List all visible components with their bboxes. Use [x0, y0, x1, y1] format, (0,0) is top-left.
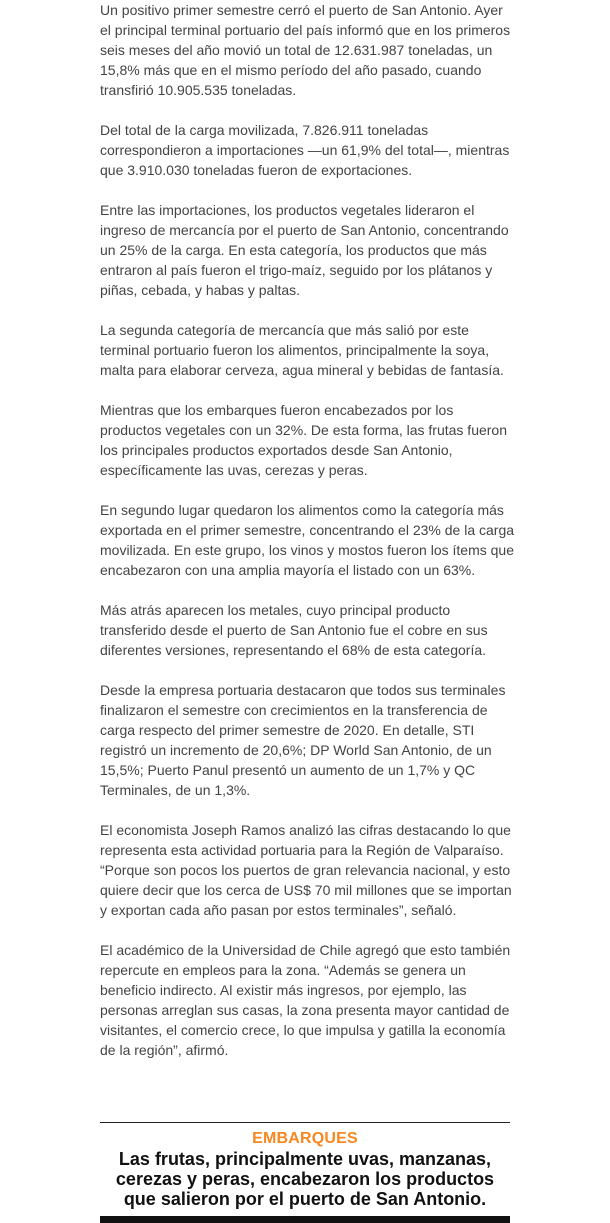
article-paragraph-10: El académico de la Universidad de Chile agregó que esto también repercute en empleos para la zona. “Además se genera un beneficio indirecto. Al existir más ingresos, por ejemplo, las personas arreglan sus casas, la zona presenta mayor cantidad de visitantes, el comercio crece, lo que impulsa y gatilla la economía de la región”, afirmó. — [100, 942, 511, 1058]
article-paragraph-6: En segundo lugar quedaron los alimentos como la categoría más exportada en el primer semestre, concentrando el 23% de la carga movilizada. En este grupo, los vinos y mostos fueron los ítems que encabezaron con una amplia mayoría el listado con un 63%. — [100, 502, 515, 578]
pull-quote-text: Las frutas, principalmente uvas, manzanas, cerezas y peras, encabezaron los productos que salieron por el puerto de San Antonio. — [115, 1149, 495, 1209]
pull-quote-bottom-rule — [100, 1216, 510, 1223]
article-paragraph-2: Del total de la carga movilizada, 7.826.911 toneladas correspondieron a importaciones —un 61,9% del total—, mientras que 3.910.030 toneladas fueron de exportaciones. — [100, 122, 510, 178]
article-paragraph-7: Más atrás aparecen los metales, cuyo principal producto transferido desde el puerto de San Antonio fue el cobre en sus diferentes versiones, representando el 68% de esta categoría. — [100, 602, 488, 658]
article-paragraph-4: La segunda categoría de mercancía que más salió por este terminal portuario fueron los alimentos, principalmente la soya, malta para elaborar cerveza, agua mineral y bebidas de fantasía. — [100, 322, 504, 378]
pull-quote-label: EMBARQUES — [252, 1130, 358, 1147]
article-paragraph-9: El economista Joseph Ramos analizó las cifras destacando lo que representa esta actividad portuaria para la Región de Valparaíso. “Porque son pocos los puertos de gran relevancia nacional, y esto quiere decir que los cerca de US$ 70 mil millones que se importan y exportan cada año pasan por estos terminales”, señaló. — [100, 822, 512, 918]
article-paragraph-8: Desde la empresa portuaria destacaron que todos sus terminales finalizaron el semestre con crecimientos en la transferencia de carga respecto del primer semestre de 2020. En detalle, STI registró un incremento de 20,6%; DP World San Antonio, de un 15,5%; Puerto Panul presentó un aumento de un 1,7% y QC Terminales, de un 1,3%. — [100, 682, 506, 798]
pull-quote-box — [100, 1122, 510, 1209]
article-paragraph-5: Mientras que los embarques fueron encabezados por los productos vegetales con un 32%. De esta forma, las frutas fueron los principales productos exportados desde San Antonio, específicamente las uvas, cerezas y peras. — [100, 402, 508, 478]
article-paragraph-1: Un positivo primer semestre cerró el puerto de San Antonio. Ayer el principal terminal portuario del país informó que en los primeros seis meses del año movió un total de 12.631.987 toneladas, un 15,8% más que en el mismo período del año pasado, cuando transfirió 10.905.535 toneladas. — [100, 2, 511, 98]
article-paragraph-3: Entre las importaciones, los productos vegetales lideraron el ingreso de mercancía por el puerto de San Antonio, concentrando un 25% de la carga. En esta categoría, los productos que más entraron al país fueron el trigo-maíz, seguido por los plátanos y piñas, cebada, y habas y paltas. — [100, 202, 509, 298]
article-body — [100, 0, 514, 1080]
